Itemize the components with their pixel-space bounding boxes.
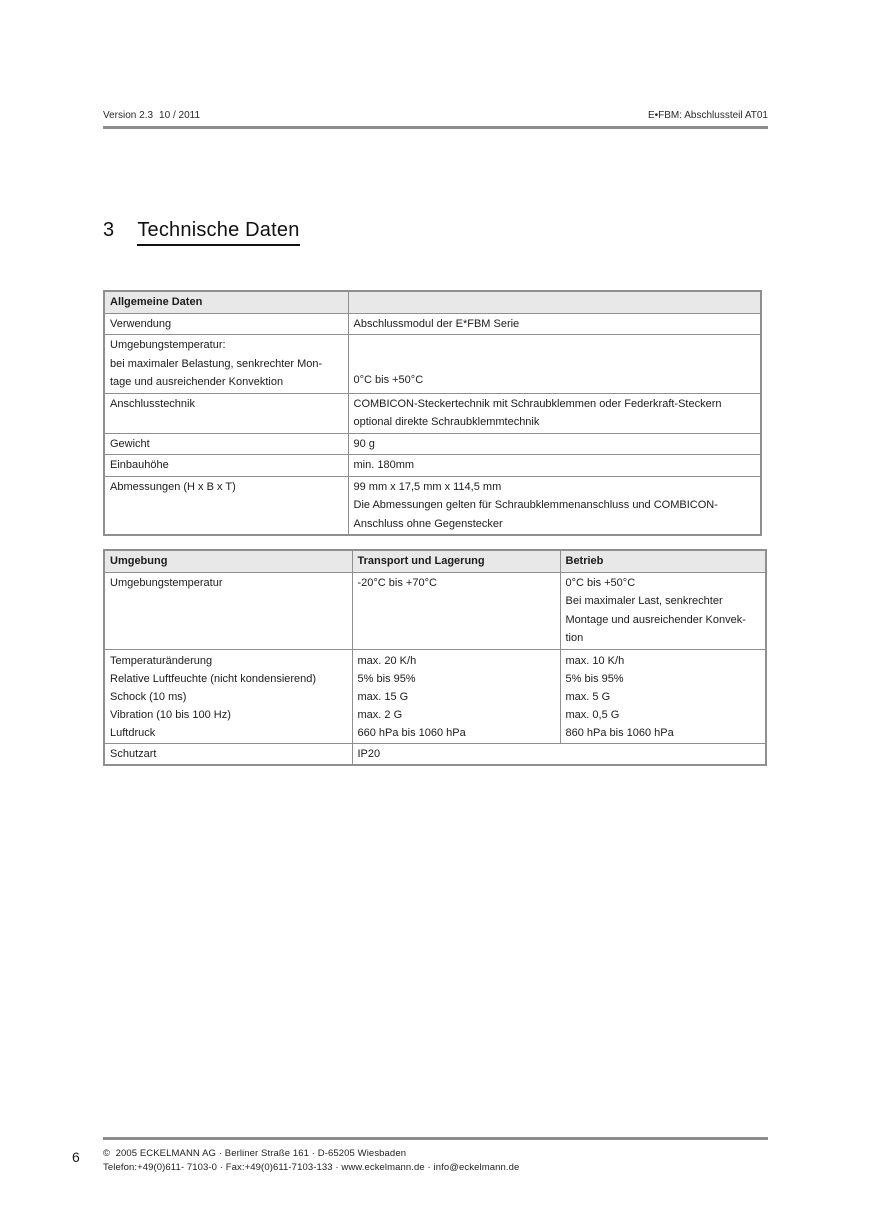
date-label: 10 / 2011 [159,110,201,121]
page-header [103,110,768,121]
header-cell-betrieb: Betrieb [560,550,766,572]
header-cell-allgemeine-daten: Allgemeine Daten [104,291,348,313]
cell-umgebungstemperatur-label: Umgebungstemperatur [104,572,352,649]
cell-betrieb-value [560,572,766,649]
table-row [104,743,766,765]
table-row [104,433,761,455]
table-allgemeine-daten [103,290,762,536]
table-row [104,455,761,477]
value-line: 0°C bis +50°C [565,576,636,589]
table-row [104,649,766,670]
cell-einbauhoehe-label: Einbauhöhe [104,455,348,477]
table-header-row [104,291,761,313]
cell-verwendung-value: Abschlussmodul der E*FBM Serie [348,313,761,335]
cell-luftfeuchte-label: Relative Luftfeuchte (nicht kondensierend) [104,670,352,688]
value-line: Bei maximaler Last, senkrechter [565,595,723,607]
table-row [104,572,766,649]
cell-luftdruck-label: Luftdruck [104,724,352,743]
table-row [104,724,766,743]
table-row [104,476,761,535]
cell-abmessungen-value [348,476,761,535]
cell-umgebungstemperatur-label [104,335,348,394]
cell-transport-value: 660 hPa bis 1060 hPa [352,724,560,743]
table-row [104,335,761,394]
cell-vibration-label: Vibration (10 bis 100 Hz) [104,706,352,724]
version-label: Version 2.3 [103,110,154,121]
footer-line-contact: Telefon:+49(0)611- 7103-0 · Fax:+49(0)611-7103-133 · www.eckelmann.de · info@eckelmann.de [103,1161,520,1173]
cell-anschlusstechnik-label: Anschlusstechnik [104,393,348,433]
cell-einbauhoehe-value: min. 180mm [348,455,761,477]
value-line: COMBICON-Steckertechnik mit Schraubklemmen oder Federkraft-Steckern [353,397,722,410]
section-number: 3 [103,219,115,241]
footer-line-copyright: © 2005 ECKELMANN AG · Berliner Straße 161 · D-65205 Wiesbaden [103,1148,407,1159]
cell-transport-value: 5% bis 95% [352,670,560,688]
page-number: 6 [72,1149,80,1165]
label-line: tage und ausreichender Konvektion [110,376,284,388]
section-title-text: Technische Daten [137,219,299,246]
cell-anschlusstechnik-value [348,393,761,433]
value-line: optional direkte Schraubklemmtechnik [353,416,540,428]
cell-schutzart-value: IP20 [352,743,766,765]
cell-gewicht-value: 90 g [348,433,761,455]
value-line: Die Abmessungen gelten für Schraubklemmenanschluss und COMBICON- [353,499,718,511]
footer-rule [103,1137,768,1140]
cell-gewicht-label: Gewicht [104,433,348,455]
header-version-info [103,110,200,121]
cell-verwendung-label: Verwendung [104,313,348,335]
cell-transport-value: max. 15 G [352,688,560,706]
cell-betrieb-value: max. 5 G [560,688,766,706]
value-line: tion [565,632,584,644]
label-line: Umgebungstemperatur: [110,339,226,351]
table-row [104,706,766,724]
table-row [104,313,761,335]
footer-address [103,1147,519,1174]
cell-betrieb-value: 5% bis 95% [560,670,766,688]
cell-transport-value: -20°C bis +70°C [352,572,560,649]
cell-temperaturaenderung-label: Temperaturänderung [104,649,352,670]
table-header-row [104,550,766,572]
table-row [104,688,766,706]
cell-betrieb-value: max. 10 K/h [560,649,766,670]
header-cell-umgebung: Umgebung [104,550,352,572]
header-rule [103,126,768,129]
cell-transport-value: max. 20 K/h [352,649,560,670]
label-line: bei maximaler Belastung, senkrechter Mon- [110,357,323,370]
value-line: Montage und ausreichender Konvek- [565,613,746,626]
cell-schutzart-label: Schutzart [104,743,352,765]
header-cell-transport: Transport und Lagerung [352,550,560,572]
cell-betrieb-value: 860 hPa bis 1060 hPa [560,724,766,743]
table-umgebung [103,549,767,766]
header-doc-title: E•FBM: Abschlussteil AT01 [647,110,768,121]
cell-betrieb-value: max. 0,5 G [560,706,766,724]
cell-abmessungen-label: Abmessungen (H x B x T) [104,476,348,535]
cell-schock-label: Schock (10 ms) [104,688,352,706]
table-row [104,670,766,688]
value-line: Anschluss ohne Gegenstecker [353,517,503,530]
table-row [104,393,761,433]
value-line: 99 mm x 17,5 mm x 114,5 mm [353,480,502,493]
section-title [103,219,300,246]
header-cell-empty [348,291,761,313]
cell-umgebungstemperatur-value: 0°C bis +50°C [348,335,761,394]
cell-transport-value: max. 2 G [352,706,560,724]
